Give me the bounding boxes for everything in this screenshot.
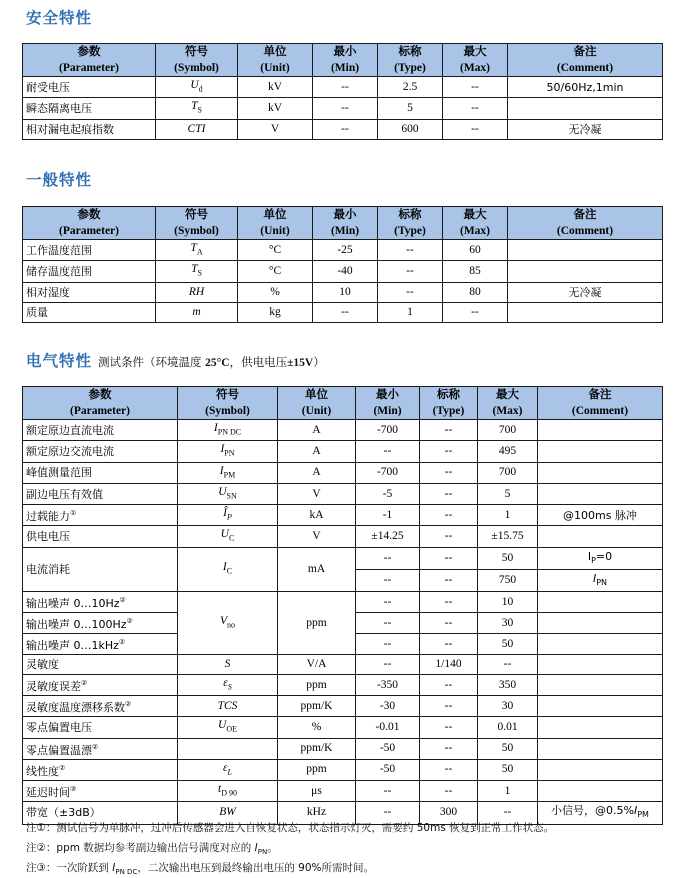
table-row: 延迟时间③ $t_{D 90}$ μs -- -- 1 — [23, 781, 663, 802]
table-row: 灵敏度温度漂移系数② TCS ppm/K -30 -- 30 — [23, 696, 663, 717]
table-row: 峰值测量范围 $I_{PM}$ A -700 -- 700 — [23, 462, 663, 483]
table-row: 副边电压有效值 $U_{SN}$ V -5 -- 5 — [23, 483, 663, 504]
table-row: 输出噪声 0…1kHz② -- -- 50 — [23, 634, 663, 655]
header-parameter: 参数 (Parameter) — [23, 207, 156, 240]
table-row: 灵敏度误差② $\varepsilon_S$ ppm -350 -- 350 — [23, 675, 663, 696]
test-condition: 测试条件（环境温度 25°C，供电电压±15V） — [98, 355, 325, 369]
table-row: 质量 m kg -- 1 -- — [23, 302, 663, 322]
table-row: 额定原边交流电流 $I_{PN}$ A -- -- 495 — [23, 441, 663, 462]
header-min: 最小 (Min) — [313, 44, 378, 77]
table-row: 线性度② $\varepsilon_L$ ppm -50 -- 50 — [23, 759, 663, 780]
table-row: 输出噪声 0…100Hz② -- -- 30 — [23, 613, 663, 634]
table-row: 过载能力① $Î_P$ kA -1 -- 1 @100ms 脉冲 — [23, 505, 663, 526]
header-parameter: 参数 (Parameter) — [23, 387, 178, 420]
header-symbol: 符号 (Symbol) — [156, 44, 238, 77]
table-header-row — [23, 207, 663, 240]
table-row: 相对湿度 RH % 10 -- 80 无冷凝 — [23, 282, 663, 302]
table-row: -- -- 750 $I_{PN}$ — [23, 569, 663, 591]
header-comment: 备注 (Comment) — [508, 44, 663, 77]
header-typ: 标称 (Type) — [378, 44, 443, 77]
table-row: 工作温度范围 $T_A$ °C -25 -- 60 — [23, 240, 663, 261]
safety-table — [22, 43, 663, 140]
header-unit: 单位 (Unit) — [238, 44, 313, 77]
footnote-1: 注①：测试信号为单脉冲，过冲后传感器会进入自恢复状态，状态指示灯灭，需要约 50ms 恢复到正常工作状态。 — [26, 822, 555, 834]
table-row: 供电电压 $U_C$ V ±14.25 -- ±15.75 — [23, 526, 663, 547]
table-header-row — [23, 387, 663, 420]
header-unit: 单位 (Unit) — [238, 207, 313, 240]
header-typ: 标称 (Type) — [378, 207, 443, 240]
table-row: 额定原边直流电流 $I_{PN DC}$ A -700 -- 700 — [23, 420, 663, 441]
header-min: 最小 (Min) — [313, 207, 378, 240]
header-min: 最小 (Min) — [356, 387, 420, 420]
footnote-3: 注③：一次阶跃到 $I_{PN DC}$，二次输出电压到最终输出电压的 90%所需时间。 — [26, 862, 375, 877]
footnote-2: 注②：ppm 数据均参考副边输出信号满度对应的 $I_{PN}$。 — [26, 842, 278, 857]
header-parameter: 参数 (Parameter) — [23, 44, 156, 77]
header-symbol: 符号 (Symbol) — [178, 387, 278, 420]
table-row: 储存温度范围 $T_S$ °C -40 -- 85 — [23, 261, 663, 282]
table-row: 相对漏电起痕指数 CTI V -- 600 -- 无冷凝 — [23, 119, 663, 139]
header-max: 最大 (Max) — [443, 44, 508, 77]
table-row: 瞬态隔离电压 $T_S$ kV -- 5 -- — [23, 98, 663, 119]
table-header-row — [23, 44, 663, 77]
table-row: 带宽（±3dB） BW kHz -- 300 -- 小信号，$@0.5\%I_{PM}$ — [23, 802, 663, 824]
header-max: 最大 (Max) — [443, 207, 508, 240]
general-table — [22, 206, 663, 323]
section-title-electrical: 电气特性 测试条件（环境温度 25°C，供电电压±15V） — [26, 352, 325, 370]
table-row: 输出噪声 0…10Hz② $V_{no}$ ppm -- -- 10 — [23, 592, 663, 613]
table-row: 灵敏度 S V/A -- 1/140 -- — [23, 655, 663, 675]
header-typ: 标称 (Type) — [420, 387, 478, 420]
electrical-table — [22, 386, 663, 825]
table-row: 零点偏置电压 $U_{OE}$ % -0.01 -- 0.01 — [23, 717, 663, 738]
header-max: 最大 (Max) — [478, 387, 538, 420]
table-row: 电流消耗 $I_C$ mA -- -- 50 $I_P=0$ — [23, 547, 663, 569]
table-row: 零点偏置温漂② ppm/K -50 -- 50 — [23, 738, 663, 759]
section-title-general: 一般特性 — [26, 171, 93, 189]
header-unit: 单位 (Unit) — [278, 387, 356, 420]
header-comment: 备注 (Comment) — [508, 207, 663, 240]
header-symbol: 符号 (Symbol) — [156, 207, 238, 240]
header-comment: 备注 (Comment) — [538, 387, 663, 420]
table-row: 耐受电压 $U_d$ kV -- 2.5 -- 50/60Hz,1min — [23, 77, 663, 98]
section-title-safety: 安全特性 — [26, 9, 93, 27]
